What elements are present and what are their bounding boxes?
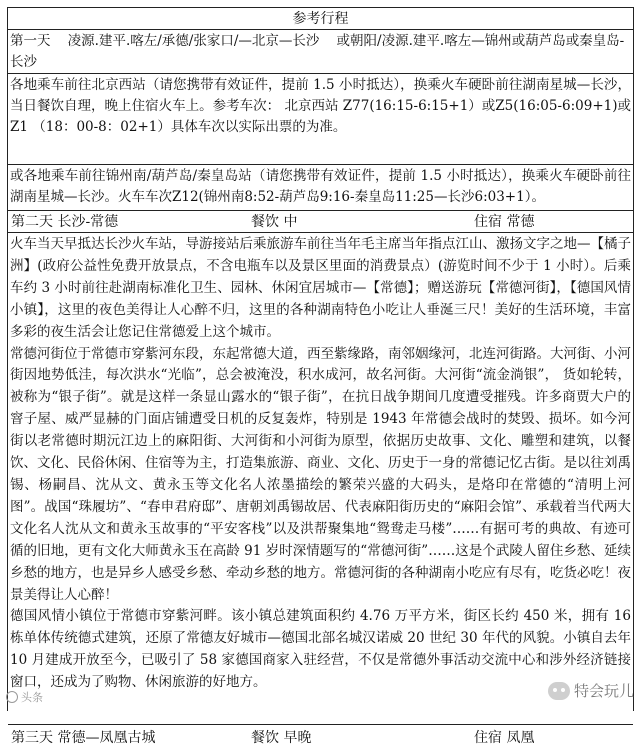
table-title: 参考行程 <box>8 8 633 30</box>
chat-bubble-logo-icon <box>548 682 570 700</box>
day2-body <box>8 233 633 725</box>
day3-meals: 餐饮 早晚 <box>251 730 312 746</box>
day2-text-3: 德国风情小镇位于常德市穿紫河畔。该小镇总建筑面积约 4.76 万平方米，街区长约 450 米，拥有 16 栋单体传统德式建筑，还原了常德友好城市—德国北部名城汉诺威 20 世纪 30 年代的风貌。小镇自去年 10 月建成开放至今，已吸引了 58 家德国商家入驻经营，不仅是常德外事活动交流中心和涉外经济链接窗口，还成为了购物、休闲旅游的好地方。 <box>10 608 631 691</box>
day2-text-1: 火车当天早抵达长沙火车站，导游接站后乘旅游车前往当年毛主席当年指点江山、激扬文字之地—【橘子洲】(政府公益性免费开放景点，不含电瓶车以及景区里面的消费景点）(游览时间不少于 1 小时）。后乘车约 3 小时前往赴湖南标准化卫生、园林、休闲宜居城市—【常德】；赠送游玩【常德河街】，【德国风情小镇】，这里的夜色美得让人心醉不归，这里的各种湖南特色小吃让人垂涎三尺！美好的生活环境，丰富多彩的夜生活会让您记住常德爱上这个城市。 <box>10 236 631 340</box>
day2-meals: 餐饮 中 <box>251 214 298 230</box>
day3-route: 第三天 常德—凤凰古城 <box>11 730 156 746</box>
day2-lodging: 住宿 常德 <box>474 214 535 230</box>
day1-paragraph-beijing <box>8 74 633 165</box>
day1-header: 第一天 凌源.建平.喀左/承德/张家口/—北京—长沙 或朝阳/凌源.建平.喀左—锦州或葫芦岛或秦皇岛-长沙 <box>8 30 633 74</box>
watermark-right <box>548 680 634 701</box>
watermark-left-text: 头条 <box>21 691 43 704</box>
toutiao-logo-icon <box>6 691 18 703</box>
day3-lodging: 住宿 凤凰 <box>474 730 535 746</box>
day3-header <box>8 725 633 755</box>
day2-text-2: 常德河街位于常德市穿紫河东段，东起常德大道，西至紫缘路，南邻姻缘河，北连河街路。大河街、小河街因地势低洼，每次洪水“光临”，总会被淹没，积水成河，故名河街。大河街“流金淌银”， 货如轮转，被称为“银子街”。就是这样一条显山露水的“银子街”，在抗日战争期间几度遭受摧残。许多商贾大户的窨子屋、威严显赫的门面店铺遭受日机的反复轰炸，特别是 1943 年常德会战时的焚毁、损坏。如今河街以老常德时期沅江边上的麻阳街、大河街和小河街为原型，依据历史故事、文化、雕塑和建筑，以餐饮、文化、民俗休闲、住宿等为主，打造集旅游、商业、文化、历史于一身的常德记忆古街。是以往刘禹锡、杨嗣昌、沈从文、黄永玉等文化名人浓墨描绘的繁荣兴盛的大码头，是烙印在常德的“清明上河图”。战国“珠履坊”、“春申君府邸”、唐朝刘禹锡故居、代表麻阳街历史的“麻阳会馆”、承载着当代两大文化名人沈从文和黄永玉故事的“平安客栈”以及洪帮聚集地“鸳鸯走马楼”……有据可考的典故、有迹可循的旧地，更有文化大师黄永玉在高龄 91 岁时深情题写的“常德河街”……这是个武陵人留住乡愁、延续乡愁的地方，也是异乡人感受乡愁、牵动乡愁的地方。常德河街的各种湖南小吃应有尽有，吃货必吃！夜景美得让人心醉！ <box>10 345 631 603</box>
day1-paragraph-jinzhou <box>8 165 633 211</box>
day2-header <box>8 211 633 233</box>
day1-text-2: 或各地乘车前往锦州南/葫芦岛/秦皇岛站（请您携带有效证件，提前 1.5 小时抵达），换乘火车硬卧前往湖南星城—长沙。火车车次Z12(锦州南8:52-葫芦岛9:16-秦皇岛11:25—长沙6:03+1）。 <box>10 168 631 205</box>
day2-route: 第二天 长沙-常德 <box>11 214 119 230</box>
itinerary-table <box>7 7 634 746</box>
watermark-left <box>6 689 43 705</box>
watermark-right-text: 特会玩儿 <box>573 682 634 700</box>
day1-text-1: 各地乘车前往北京西站（请您携带有效证件，提前 1.5 小时抵达），换乘火车硬卧前往湖南星城—长沙，当日餐饮自理，晚上住宿火车上。参考车次： 北京西站 Z77(16:15-6:15+1）或Z5(16:05-6:09+1)或 Z1 （18：00-8：02+1）具体车次以实际出票的为准。 <box>10 77 631 135</box>
